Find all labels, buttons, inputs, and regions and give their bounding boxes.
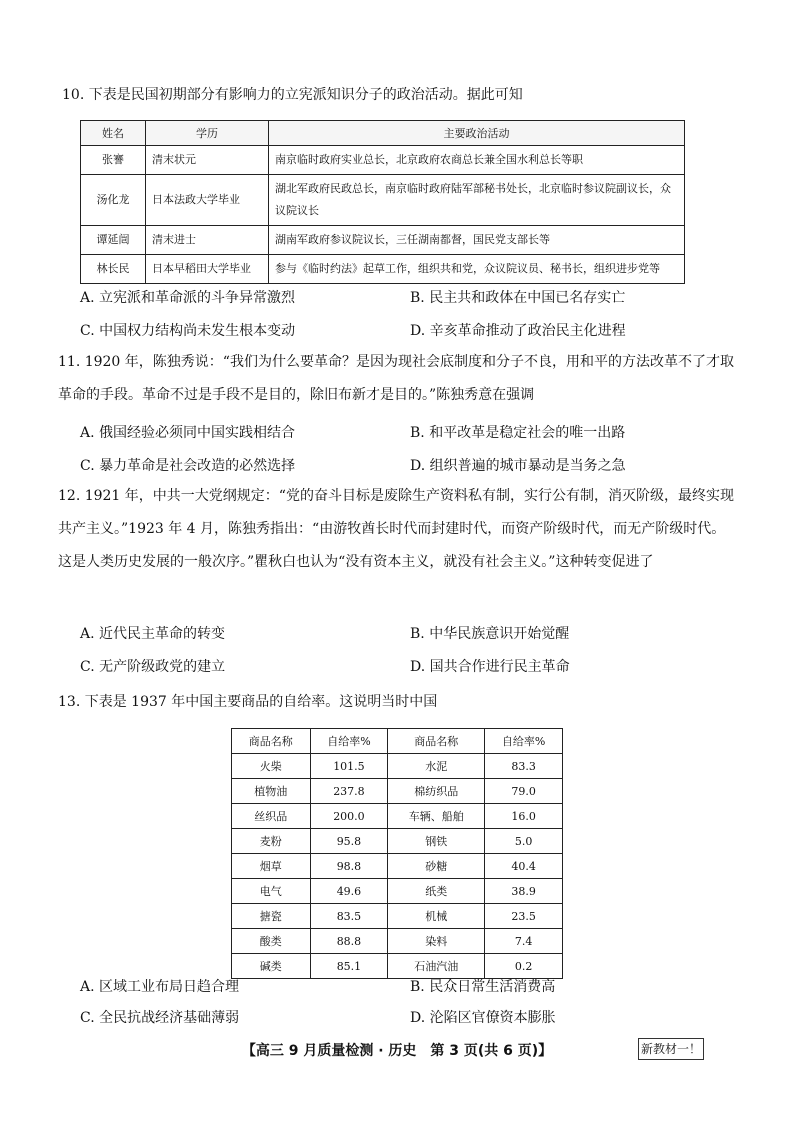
table-cell: 酸类	[232, 929, 311, 954]
table-header: 学历	[146, 121, 269, 146]
table-cell: 88.8	[310, 929, 388, 954]
q10-stem: 10. 下表是民国初期部分有影响力的立宪派知识分子的政治活动。据此可知	[62, 87, 523, 103]
table-row	[232, 929, 563, 954]
table-cell: 清末状元	[146, 146, 269, 175]
table-header-row	[81, 121, 685, 146]
table-row	[232, 879, 563, 904]
q11-option-a[interactable]: A. 俄国经验必须同中国实践相结合	[80, 425, 296, 441]
q12-option-c[interactable]: C. 无产阶级政党的建立	[80, 659, 226, 675]
table-row	[232, 854, 563, 879]
table-cell: 0.2	[485, 954, 563, 979]
table-row	[232, 904, 563, 929]
q10-option-c[interactable]: C. 中国权力结构尚未发生根本变动	[80, 323, 296, 339]
table-header: 自给率%	[310, 729, 388, 754]
table-cell: 棉纺织品	[388, 779, 485, 804]
table-cell: 23.5	[485, 904, 563, 929]
q11-option-d[interactable]: D. 组织普遍的城市暴动是当务之急	[410, 458, 626, 474]
table-cell: 85.1	[310, 954, 388, 979]
table-cell: 汤化龙	[81, 175, 146, 226]
table-cell: 83.3	[485, 754, 563, 779]
table-cell: 南京临时政府实业总长，北京政府农商总长兼全国水利总长等职	[269, 146, 685, 175]
table-cell: 49.6	[310, 879, 388, 904]
table-row	[81, 226, 685, 255]
table-cell: 清末进士	[146, 226, 269, 255]
q10-table	[80, 120, 685, 284]
table-cell: 湖南军政府参议院议长，三任湖南都督，国民党支部长等	[269, 226, 685, 255]
table-cell: 林长民	[81, 255, 146, 284]
table-cell: 83.5	[310, 904, 388, 929]
table-row	[232, 754, 563, 779]
table-header: 姓名	[81, 121, 146, 146]
table-cell: 日本法政大学毕业	[146, 175, 269, 226]
table-row	[232, 804, 563, 829]
table-cell: 纸类	[388, 879, 485, 904]
table-header: 商品名称	[388, 729, 485, 754]
q13-table	[231, 728, 563, 979]
table-cell: 麦粉	[232, 829, 311, 854]
table-cell: 火柴	[232, 754, 311, 779]
table-cell: 95.8	[310, 829, 388, 854]
q11-stem: 11. 1920 年，陈独秀说：“我们为什么要革命？是因为现社会底制度和分子不良，用和平的方法改革不了才取革命的手段。革命不过是手段不是目的，除旧布新才是目的。”陈独秀意在强调	[58, 354, 734, 403]
table-header: 自给率%	[485, 729, 563, 754]
q10-option-b[interactable]: B. 民主共和政体在中国已名存实亡	[410, 290, 626, 306]
table-cell: 搪瓷	[232, 904, 311, 929]
table-row	[232, 829, 563, 854]
q12-option-b[interactable]: B. 中华民族意识开始觉醒	[410, 626, 570, 642]
q13-option-d[interactable]: D. 沦陷区官僚资本膨胀	[410, 1010, 556, 1026]
table-cell: 200.0	[310, 804, 388, 829]
table-cell: 7.4	[485, 929, 563, 954]
q11-option-b[interactable]: B. 和平改革是稳定社会的唯一出路	[410, 425, 626, 441]
table-row	[232, 954, 563, 979]
table-cell: 101.5	[310, 754, 388, 779]
q13-option-b[interactable]: B. 民众日常生活消费高	[410, 979, 556, 995]
table-cell: 98.8	[310, 854, 388, 879]
table-cell: 电气	[232, 879, 311, 904]
table-cell: 谭延闿	[81, 226, 146, 255]
table-cell: 染料	[388, 929, 485, 954]
table-row	[232, 779, 563, 804]
table-header: 商品名称	[232, 729, 311, 754]
table-cell: 40.4	[485, 854, 563, 879]
table-cell: 5.0	[485, 829, 563, 854]
q12-option-a[interactable]: A. 近代民主革命的转变	[80, 626, 226, 642]
table-cell: 机械	[388, 904, 485, 929]
table-cell: 植物油	[232, 779, 311, 804]
table-cell: 湖北军政府民政总长，南京临时政府陆军部秘书处长，北京临时参议院副议长，众议院议长	[269, 175, 685, 226]
q13-option-a[interactable]: A. 区域工业布局日趋合理	[80, 979, 240, 995]
page-footer: 【高三 9 月质量检测 · 历史 第 3 页(共 6 页)】	[241, 1043, 553, 1059]
table-cell: 砂糖	[388, 854, 485, 879]
q12-option-d[interactable]: D. 国共合作进行民主革命	[410, 659, 570, 675]
table-cell: 79.0	[485, 779, 563, 804]
table-cell: 16.0	[485, 804, 563, 829]
table-row	[81, 175, 685, 226]
table-cell: 张謇	[81, 146, 146, 175]
table-cell: 参与《临时约法》起草工作，组织共和党，众议院议员、秘书长，组织进步党等	[269, 255, 685, 284]
q13-option-c[interactable]: C. 全民抗战经济基础薄弱	[80, 1010, 240, 1026]
q13-stem: 13. 下表是 1937 年中国主要商品的自给率。这说明当时中国	[58, 694, 438, 710]
table-cell: 日本早稻田大学毕业	[146, 255, 269, 284]
table-cell: 车辆、船舶	[388, 804, 485, 829]
table-row	[81, 255, 685, 284]
table-cell: 丝织品	[232, 804, 311, 829]
table-row	[81, 146, 685, 175]
q10-option-d[interactable]: D. 辛亥革命推动了政治民主化进程	[410, 323, 626, 339]
table-cell: 237.8	[310, 779, 388, 804]
table-cell: 38.9	[485, 879, 563, 904]
table-cell: 石油汽油	[388, 954, 485, 979]
edition-stamp: 新教材一！	[638, 1038, 704, 1060]
q10-option-a[interactable]: A. 立宪派和革命派的斗争异常激烈	[80, 290, 296, 306]
table-header-row	[232, 729, 563, 754]
table-cell: 碱类	[232, 954, 311, 979]
table-cell: 烟草	[232, 854, 311, 879]
table-cell: 钢铁	[388, 829, 485, 854]
table-header: 主要政治活动	[269, 121, 685, 146]
q12-stem: 12. 1921 年，中共一大党纲规定：“党的奋斗目标是废除生产资料私有制，实行公有制，消灭阶级，最终实现共产主义。”1923 年 4 月，陈独秀指出：“由游牧酋长时代而封建时代，而资产阶级时代，而无产阶级时代。这是人类历史发展的一般次序。”瞿秋白也认为“没有资本主义，就没有社会主义。”这种转变促进了	[58, 488, 734, 570]
q11-option-c[interactable]: C. 暴力革命是社会改造的必然选择	[80, 458, 296, 474]
table-cell: 水泥	[388, 754, 485, 779]
